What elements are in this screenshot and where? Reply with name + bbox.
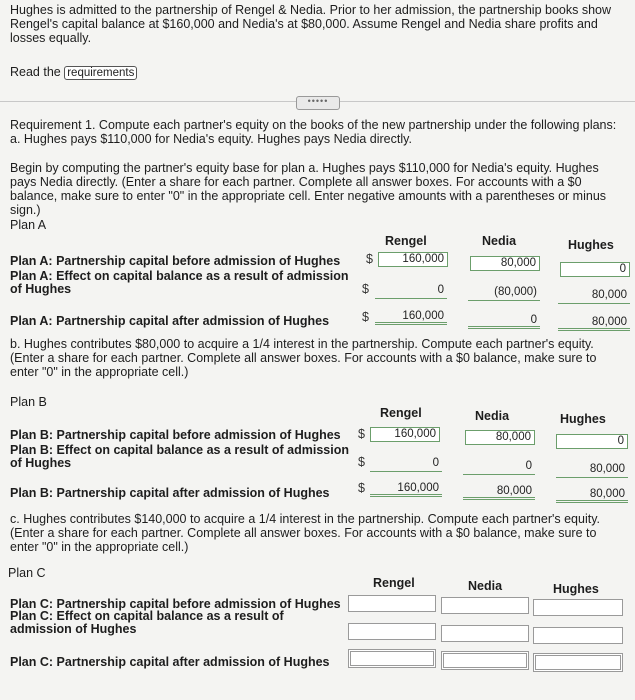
requirement-1-text: Requirement 1. Compute each partner's equity on the books of the new partnership under the following plans: a. Hughes pays $110,000 for Nedia's equity. Hughes pays Nedia directly.	[10, 118, 617, 146]
plan-a-title: Plan A	[10, 218, 47, 232]
plan-c-instructions: c. Hughes contributes $140,000 to acquire a 1/4 interest in the partnership. Compute each partner's equity. (Enter a share for each partner. Complete all answer boxes. For accounts with a $0 balance, make sure to enter "0" in the appropriate cell.)	[10, 512, 601, 554]
plan-c-after-nedia-input[interactable]	[441, 651, 529, 670]
read-the-label: Read the	[10, 65, 61, 79]
currency-symbol: $	[358, 481, 365, 495]
plan-b-row-after-label: Plan B: Partnership capital after admission of Hughes	[10, 486, 330, 500]
plan-a-header-hughes: Hughes	[568, 238, 614, 252]
plan-c-title: Plan C	[8, 566, 46, 580]
plan-a-after-hughes-input[interactable]: 80,000	[558, 316, 630, 331]
plan-c-row-before-label: Plan C: Partnership capital before admission of Hughes	[10, 597, 341, 611]
plan-c-header-nedia: Nedia	[468, 579, 503, 593]
plan-b-instructions: b. Hughes contributes $80,000 to acquire a 1/4 interest in the partnership. Compute each partner's equity. (Enter a share for each partner. Complete all answer boxes. For accounts with a $0 balance, make sure to enter "0" in the appropriate cell.)	[10, 337, 597, 379]
plan-c-before-hughes-input[interactable]	[533, 599, 623, 616]
plan-b-after-rengel-input[interactable]: 160,000	[370, 482, 442, 497]
plan-c-before-rengel-input[interactable]	[348, 595, 436, 612]
plan-a-after-rengel-input[interactable]: 160,000	[375, 310, 447, 325]
plan-b-after-hughes-input[interactable]: 80,000	[556, 488, 628, 503]
plan-b-row-before-label: Plan B: Partnership capital before admission of Hughes	[10, 428, 341, 442]
currency-symbol: $	[366, 252, 373, 266]
plan-c-effect-rengel-input[interactable]	[348, 623, 436, 640]
plan-b-before-rengel-input[interactable]: 160,000	[370, 427, 440, 442]
plan-a-instructions: Begin by computing the partner's equity base for plan a. Hughes pays $110,000 for Nedia's equity. Hughes pays Nedia directly. (Enter a share for each partner. Complete all answer boxes. For accounts with a $0 balance, make sure to enter "0" in the appropriate cell. Enter negative amounts with a parentheses or minus sign.)	[10, 161, 607, 217]
plan-c-effect-hughes-input[interactable]	[533, 627, 623, 644]
requirements-link[interactable]: requirements	[64, 66, 137, 80]
plan-a-effect-rengel-input[interactable]: 0	[375, 284, 447, 299]
plan-c-row-effect-label: Plan C: Effect on capital balance as a result of admission of Hughes	[10, 609, 284, 636]
plan-b-before-hughes-input[interactable]: 0	[556, 434, 628, 449]
plan-c-row-after-label: Plan C: Partnership capital after admission of Hughes	[10, 655, 330, 669]
read-requirements-line	[10, 65, 137, 80]
plan-b-effect-nedia-input[interactable]: 0	[463, 460, 535, 475]
plan-b-header-hughes: Hughes	[560, 412, 606, 426]
plan-b-row-effect-label: Plan B: Effect on capital balance as a result of admission of Hughes	[10, 443, 349, 470]
plan-a-effect-nedia-input[interactable]: (80,000)	[468, 286, 540, 301]
currency-symbol: $	[362, 310, 369, 324]
plan-b-header-rengel: Rengel	[380, 406, 422, 420]
plan-a-row-effect-label: Plan A: Effect on capital balance as a result of admission of Hughes	[10, 269, 349, 296]
plan-a-header-nedia: Nedia	[482, 234, 517, 248]
plan-b-title: Plan B	[10, 395, 47, 409]
plan-b-effect-rengel-input[interactable]: 0	[370, 457, 442, 472]
plan-b-effect-hughes-input[interactable]: 80,000	[556, 463, 628, 478]
plan-a-effect-hughes-input[interactable]: 80,000	[558, 289, 630, 304]
plan-c-after-hughes-input[interactable]	[533, 653, 623, 672]
collapse-toggle-button[interactable]: •••••	[296, 96, 340, 110]
plan-a-row-before-label: Plan A: Partnership capital before admission of Hughes	[10, 254, 341, 268]
plan-a-header-rengel: Rengel	[385, 234, 427, 248]
plan-c-header-hughes: Hughes	[553, 582, 599, 596]
currency-symbol: $	[362, 282, 369, 296]
plan-a-before-nedia-input[interactable]: 80,000	[470, 256, 540, 271]
plan-a-after-nedia-input[interactable]: 0	[468, 314, 540, 329]
plan-c-after-rengel-input[interactable]	[348, 649, 436, 668]
plan-c-header-rengel: Rengel	[373, 576, 415, 590]
plan-c-before-nedia-input[interactable]	[441, 597, 529, 614]
plan-c-effect-nedia-input[interactable]	[441, 625, 529, 642]
currency-symbol: $	[358, 455, 365, 469]
plan-a-row-after-label: Plan A: Partnership capital after admission of Hughes	[10, 314, 330, 328]
plan-b-header-nedia: Nedia	[475, 409, 510, 423]
currency-symbol: $	[358, 427, 365, 441]
plan-a-before-hughes-input[interactable]: 0	[560, 262, 630, 277]
plan-b-before-nedia-input[interactable]: 80,000	[465, 430, 535, 445]
intro-text: Hughes is admitted to the partnership of Rengel & Nedia. Prior to her admission, the partnership books show Rengel's capital balance at $160,000 and Nedia's at $80,000. Assume Rengel and Nedia share profits and losses equally.	[10, 3, 612, 45]
plan-b-after-nedia-input[interactable]: 80,000	[463, 485, 535, 500]
plan-a-before-rengel-input[interactable]: 160,000	[378, 252, 448, 267]
